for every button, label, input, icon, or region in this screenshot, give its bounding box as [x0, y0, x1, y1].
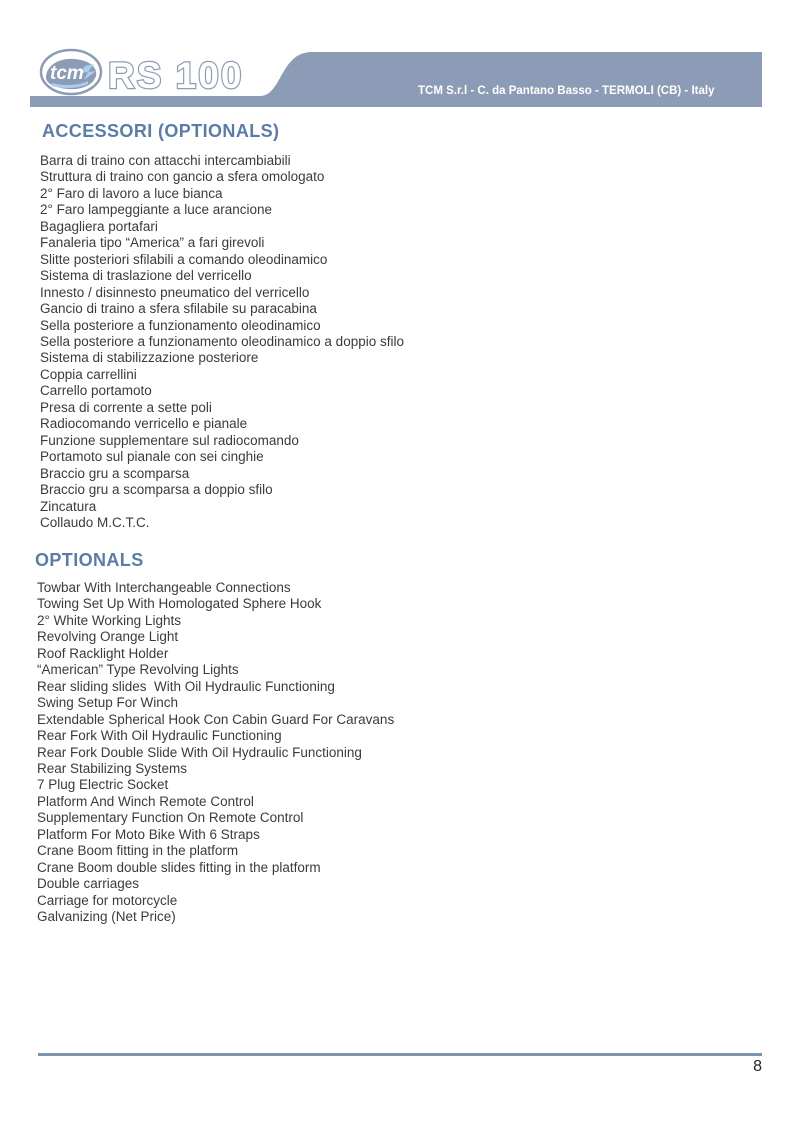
- accessori-item: Braccio gru a scomparsa: [40, 465, 190, 481]
- optionals-list: [37, 580, 394, 926]
- optionals-item: Rear Fork Double Slide With Oil Hydraulic Functioning: [37, 744, 362, 760]
- accessori-item: Collaudo M.C.T.C.: [40, 514, 150, 530]
- company-address: TCM S.r.l - C. da Pantano Basso - TERMOLI (CB) - Italy: [418, 85, 715, 98]
- accessori-item: Sella posteriore a funzionamento oleodinamico a doppio sfilo: [40, 333, 404, 349]
- optionals-item: Double carriages: [37, 876, 140, 892]
- optionals-item: Roof Racklight Holder: [37, 645, 169, 661]
- footer-rule: [38, 1053, 762, 1056]
- tcm-logo: [38, 42, 253, 106]
- optionals-item: Platform And Winch Remote Control: [37, 793, 254, 809]
- optionals-item: Swing Setup For Winch: [37, 695, 179, 711]
- page-number: 8: [753, 1058, 762, 1075]
- optionals-item: Crane Boom fitting in the platform: [37, 843, 239, 859]
- optionals-item: Towbar With Interchangeable Connections: [37, 580, 291, 595]
- optionals-item: Platform For Moto Bike With 6 Straps: [37, 826, 260, 842]
- logo-brand-text: tcm: [50, 63, 84, 84]
- accessori-item: Radiocomando verricello e pianale: [40, 416, 248, 432]
- accessori-item: Fanaleria tipo “America” a fari girevoli: [40, 235, 265, 251]
- accessori-item: Barra di traino con attacchi intercambiabili: [40, 153, 291, 168]
- accessori-item: Funzione supplementare sul radiocomando: [40, 432, 299, 448]
- accessori-item: Zincatura: [40, 498, 97, 514]
- accessori-item: Bagagliera portafari: [40, 218, 158, 234]
- optionals-item: Rear Stabilizing Systems: [37, 760, 188, 776]
- optionals-item: Revolving Orange Light: [37, 629, 179, 645]
- accessori-item: 2° Faro di lavoro a luce bianca: [40, 185, 223, 201]
- accessori-item: Innesto / disinnesto pneumatico del verricello: [40, 284, 310, 300]
- optionals-item: Rear sliding slides With Oil Hydraulic Functioning: [37, 678, 335, 694]
- logo-model-text: RS 100: [108, 55, 244, 96]
- company-phone-fax: tel. 0875 - 752076 fax 0875 - 752076: [418, 128, 616, 141]
- optionals-item: Supplementary Function On Remote Control: [37, 810, 304, 826]
- accessori-list: [40, 153, 404, 531]
- accessori-item: Struttura di traino con gancio a sfera omologato: [40, 169, 325, 185]
- optionals-item: Towing Set Up With Homologated Sphere Hook: [37, 596, 322, 612]
- optionals-item: 2° White Working Lights: [37, 612, 181, 628]
- accessori-item: 2° Faro lampeggiante a luce arancione: [40, 202, 273, 218]
- optionals-item: Crane Boom double slides fitting in the platform: [37, 859, 321, 875]
- accessori-item: Coppia carrellini: [40, 366, 137, 382]
- section-heading-accessori: ACCESSORI (OPTIONALS): [42, 121, 280, 141]
- company-contact-block: [418, 55, 762, 216]
- section-heading-optionals: OPTIONALS: [35, 550, 144, 570]
- accessori-item: Sistema di stabilizzazione posteriore: [40, 350, 259, 366]
- optionals-item: Carriage for motorcycle: [37, 892, 178, 908]
- accessori-item: Gancio di traino a sfera sfilabile su paracabina: [40, 301, 317, 317]
- optionals-item: Extendable Spherical Hook Con Cabin Guard For Caravans: [37, 711, 395, 727]
- optionals-item: “American” Type Revolving Lights: [37, 662, 239, 678]
- accessori-item: Carrello portamoto: [40, 383, 152, 399]
- optionals-item: Galvanizing (Net Price): [37, 909, 176, 925]
- accessori-item: Portamoto sul pianale con sei cinghie: [40, 449, 264, 465]
- accessori-item: Sella posteriore a funzionamento oleodinamico: [40, 317, 321, 333]
- optionals-item: 7 Plug Electric Socket: [37, 777, 169, 793]
- accessori-item: Sistema di traslazione del verricello: [40, 268, 252, 284]
- accessori-item: Slitte posteriori sfilabili a comando oleodinamico: [40, 251, 328, 267]
- accessori-item: Braccio gru a scomparsa a doppio sfilo: [40, 482, 273, 498]
- optionals-item: Rear Fork With Oil Hydraulic Functioning: [37, 728, 282, 744]
- accessori-item: Presa di corrente a sette poli: [40, 399, 212, 415]
- company-web-email: http:/www.tcmsrl.eu e -mail: info@tcmsrl.it: [418, 172, 655, 185]
